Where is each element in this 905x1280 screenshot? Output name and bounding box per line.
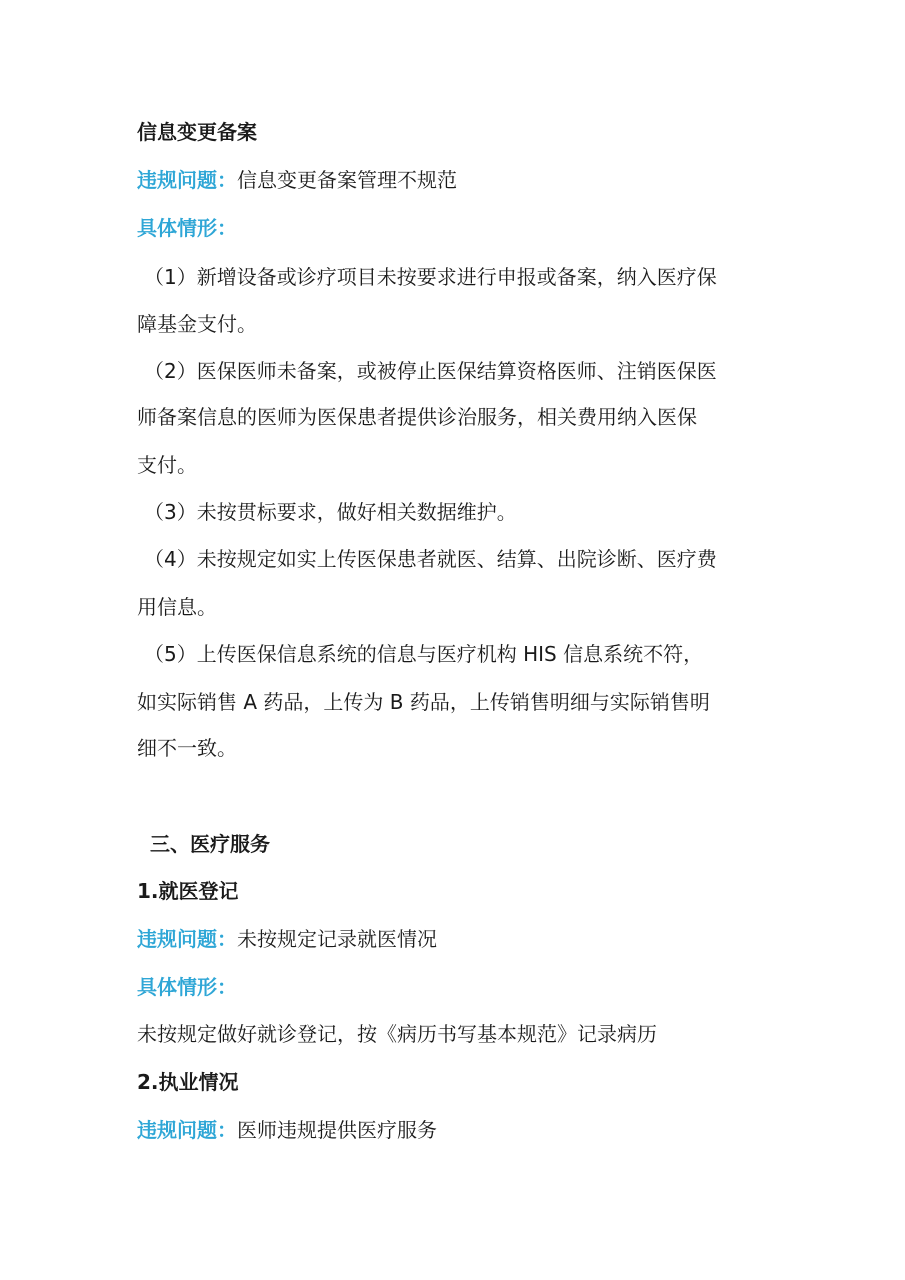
- issue-row-practice: [137, 1116, 777, 1144]
- item-5-line-1: （5）上传医保信息系统的信息与医疗机构 HIS 信息系统不符，: [144, 642, 704, 666]
- sub-heading-visit-registration: 1.就医登记: [137, 879, 239, 903]
- issue-text: 医师违规提供医疗服务: [237, 1118, 437, 1142]
- item-2-line-1: （2）医保医师未备案，或被停止医保结算资格医师、注销医保医: [144, 359, 717, 383]
- issue-label: 违规问题：: [137, 1118, 237, 1142]
- sub-heading-practice: 2.执业情况: [137, 1070, 239, 1094]
- item-3-line-1: （3）未按贯标要求，做好相关数据维护。: [144, 500, 517, 524]
- section-heading-info-change: 信息变更备案: [137, 120, 257, 144]
- item-5-line-3: 细不一致。: [137, 736, 237, 760]
- detail-text-visit: 未按规定做好就诊登记，按《病历书写基本规范》记录病历: [137, 1022, 657, 1046]
- details-label: 具体情形：: [137, 216, 237, 240]
- section-title-medical-service: 三、医疗服务: [150, 832, 270, 856]
- item-1-line-1: （1）新增设备或诊疗项目未按要求进行申报或备案，纳入医疗保: [144, 265, 717, 289]
- item-4-line-2: 用信息。: [137, 595, 217, 619]
- issue-text: 信息变更备案管理不规范: [237, 168, 457, 192]
- issue-row: [137, 166, 777, 194]
- item-5-line-2: 如实际销售 A 药品，上传为 B 药品，上传销售明细与实际销售明: [137, 690, 710, 714]
- issue-label: 违规问题：: [137, 927, 237, 951]
- item-2-line-2: 师备案信息的医师为医保患者提供诊治服务，相关费用纳入医保: [137, 405, 697, 429]
- item-4-line-1: （4）未按规定如实上传医保患者就医、结算、出院诊断、医疗费: [144, 547, 717, 571]
- item-2-line-3: 支付。: [137, 453, 197, 477]
- issue-text: 未按规定记录就医情况: [237, 927, 437, 951]
- details-label-visit: 具体情形：: [137, 975, 237, 999]
- issue-label: 违规问题：: [137, 168, 237, 192]
- item-1-line-2: 障基金支付。: [137, 312, 257, 336]
- issue-row-visit: [137, 925, 777, 953]
